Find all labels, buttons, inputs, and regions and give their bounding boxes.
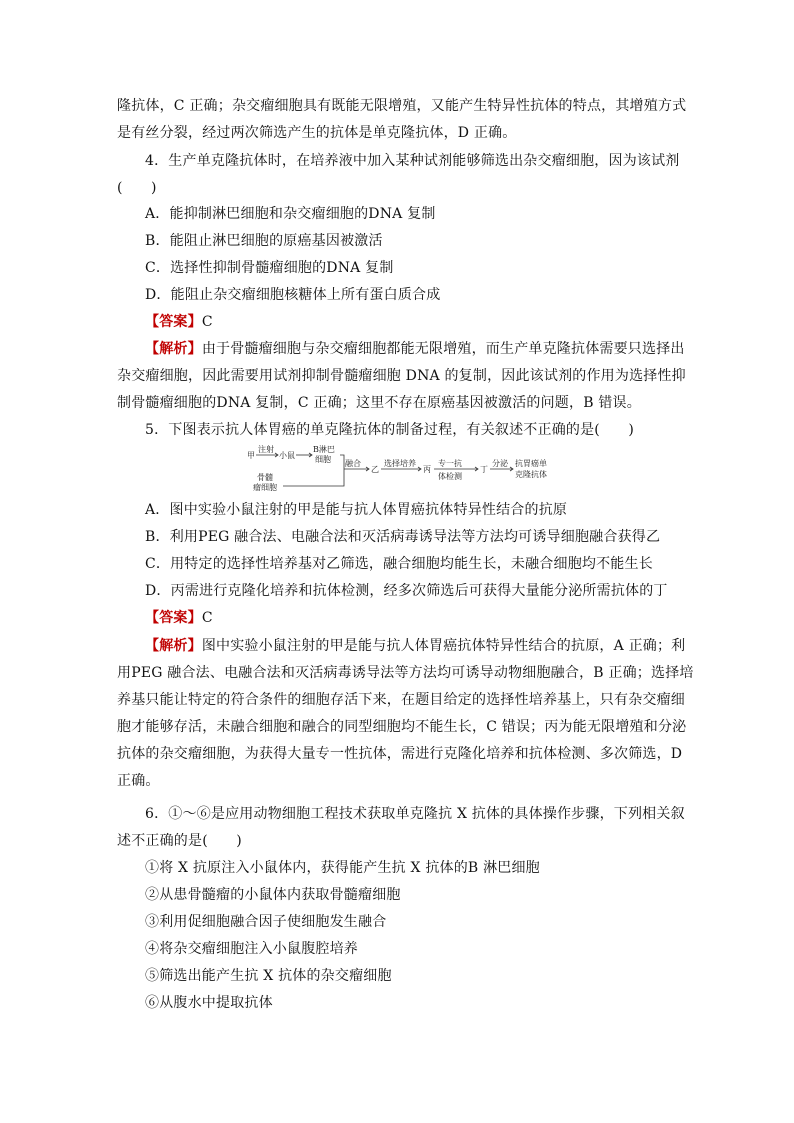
q5-answer	[145, 608, 705, 628]
diagram-label-test-2: 体检测	[438, 472, 462, 481]
diagram-label-secrete: 分泌	[492, 459, 508, 468]
q4-option-b: B．能阻止淋巴细胞的原癌基因被激活	[145, 233, 383, 249]
diagram-label-marrow-1: 骨髓	[257, 473, 273, 482]
diagram-label-fuse: 融合	[345, 459, 361, 468]
diagram-label-mouse: 小鼠	[279, 451, 295, 460]
text-line: 杂交瘤细胞，因此需要用试剂抑制骨髓瘤细胞 DNA 的复制，因此该试剂的作用为选择性抑	[117, 368, 686, 384]
text-line: 养基只能让特定的符合条件的细胞存活下来，在题目给定的选择性培养基上，只有杂交瘤细	[117, 692, 685, 708]
diagram-label-inject: 注射	[258, 445, 274, 454]
q5-option-d: D．丙需进行克隆化培养和抗体检测，经多次筛选后可获得大量能分泌所需抗体的丁	[145, 583, 668, 599]
text-line: 用PEG 融合法、电融合法和灭活病毒诱导法等方法均可诱导动物细胞融合，B 正确；选择培	[117, 665, 694, 681]
q6-step-3: ③利用促细胞融合因子使细胞发生融合	[145, 914, 387, 930]
q6-step-1: ①将 X 抗原注入小鼠体内，获得能产生抗 X 抗体的B 淋巴细胞	[145, 860, 540, 876]
text-line: 隆抗体，C 正确；杂交瘤细胞具有既能无限增殖，又能产生特异性抗体的特点，其增殖方式	[117, 98, 687, 114]
q5-option-a: A．图中实验小鼠注射的甲是能与抗人体胃癌抗体特异性结合的抗原	[145, 502, 568, 518]
diagram-label-yi: 乙	[371, 465, 379, 474]
diagram-label-b-cell-1: B淋巴	[313, 445, 335, 454]
text-line: 是有丝分裂，经过两次筛选产生的抗体是单克隆抗体，D 正确。	[117, 125, 517, 141]
q5-option-b: B．利用PEG 融合法、电融合法和灭活病毒诱导法等方法均可诱导细胞融合获得乙	[145, 529, 661, 545]
diagram-label-bing: 丙	[423, 465, 431, 474]
question-5-stem: 5．下图表示抗人体胃癌的单克隆抗体的制备过程，有关叙述不正确的是( )	[145, 422, 635, 438]
antibody-preparation-diagram	[245, 442, 555, 498]
text-line: 正确。	[117, 773, 160, 789]
q5-option-c: C．用特定的选择性培养基对乙筛选，融合细胞均能生长，未融合细胞均不能生长	[145, 556, 653, 572]
q4-option-a: A．能抑制淋巴细胞和杂交瘤细胞的DNA 复制	[145, 206, 436, 222]
diagram-label-ding: 丁	[480, 465, 488, 474]
q6-step-2: ②从患骨髓瘤的小鼠体内获取骨髓瘤细胞	[145, 887, 401, 903]
answer-value: C	[201, 314, 213, 330]
text-line: 胞才能够存活，未融合细胞和融合的同型细胞均不能生长，C 错误；丙为能无限增殖和分泌	[117, 719, 687, 735]
answer-tag: 【答案】	[145, 610, 202, 626]
question-4-bracket: ( )	[117, 180, 157, 196]
answer-value: C	[201, 610, 213, 626]
diagram-label-marrow-2: 瘤细胞	[253, 483, 277, 492]
analysis-text: 图中实验小鼠注射的甲是能与抗人体胃癌抗体特异性结合的抗原，A 正确；利	[201, 638, 686, 654]
diagram-label-select: 选择培养	[384, 459, 416, 468]
q4-option-c: C．选择性抑制骨髓瘤细胞的DNA 复制	[145, 260, 394, 276]
analysis-tag: 【解析】	[145, 341, 202, 357]
text-line: 抗体的杂交瘤细胞，为获得大量专一性抗体，需进行克隆化培养和抗体检测、多次筛选，D	[117, 746, 683, 762]
question-6-stem: 6．①～⑥是应用动物细胞工程技术获取单克隆抗 X 抗体的具体操作步骤，下列相关叙	[145, 806, 685, 822]
q6-step-6: ⑥从腹水中提取抗体	[145, 995, 273, 1011]
analysis-text: 由于骨髓瘤细胞与杂交瘤细胞都能无限增殖，而生产单克隆抗体需要只选择出	[201, 341, 685, 357]
diagram-label-test-1: 专一抗	[438, 459, 462, 468]
q6-step-5: ⑤筛选出能产生抗 X 抗体的杂交瘤细胞	[145, 968, 392, 984]
diagram-label-product-2: 克隆抗体	[515, 470, 547, 479]
q4-answer	[145, 312, 705, 332]
text-line: 制骨髓瘤细胞的DNA 复制，C 正确；这里不存在原癌基因被激活的问题，B 错误。	[117, 395, 641, 411]
diagram-label-jia: 甲	[247, 451, 255, 460]
answer-tag: 【答案】	[145, 314, 202, 330]
text-line: 述不正确的是( )	[117, 833, 242, 849]
q4-analysis	[145, 339, 705, 359]
diagram-label-product-1: 抗胃癌单	[515, 459, 547, 468]
question-4-stem: 4．生产单克隆抗体时，在培养液中加入某种试剂能够筛选出杂交瘤细胞，因为该试剂	[145, 153, 680, 169]
q4-option-d: D．能阻止杂交瘤细胞核糖体上所有蛋白质合成	[145, 287, 441, 303]
q5-analysis	[145, 636, 705, 656]
diagram-label-b-cell-2: 细胞	[315, 455, 331, 464]
analysis-tag: 【解析】	[145, 638, 202, 654]
q6-step-4: ④将杂交瘤细胞注入小鼠腹腔培养	[145, 941, 358, 957]
